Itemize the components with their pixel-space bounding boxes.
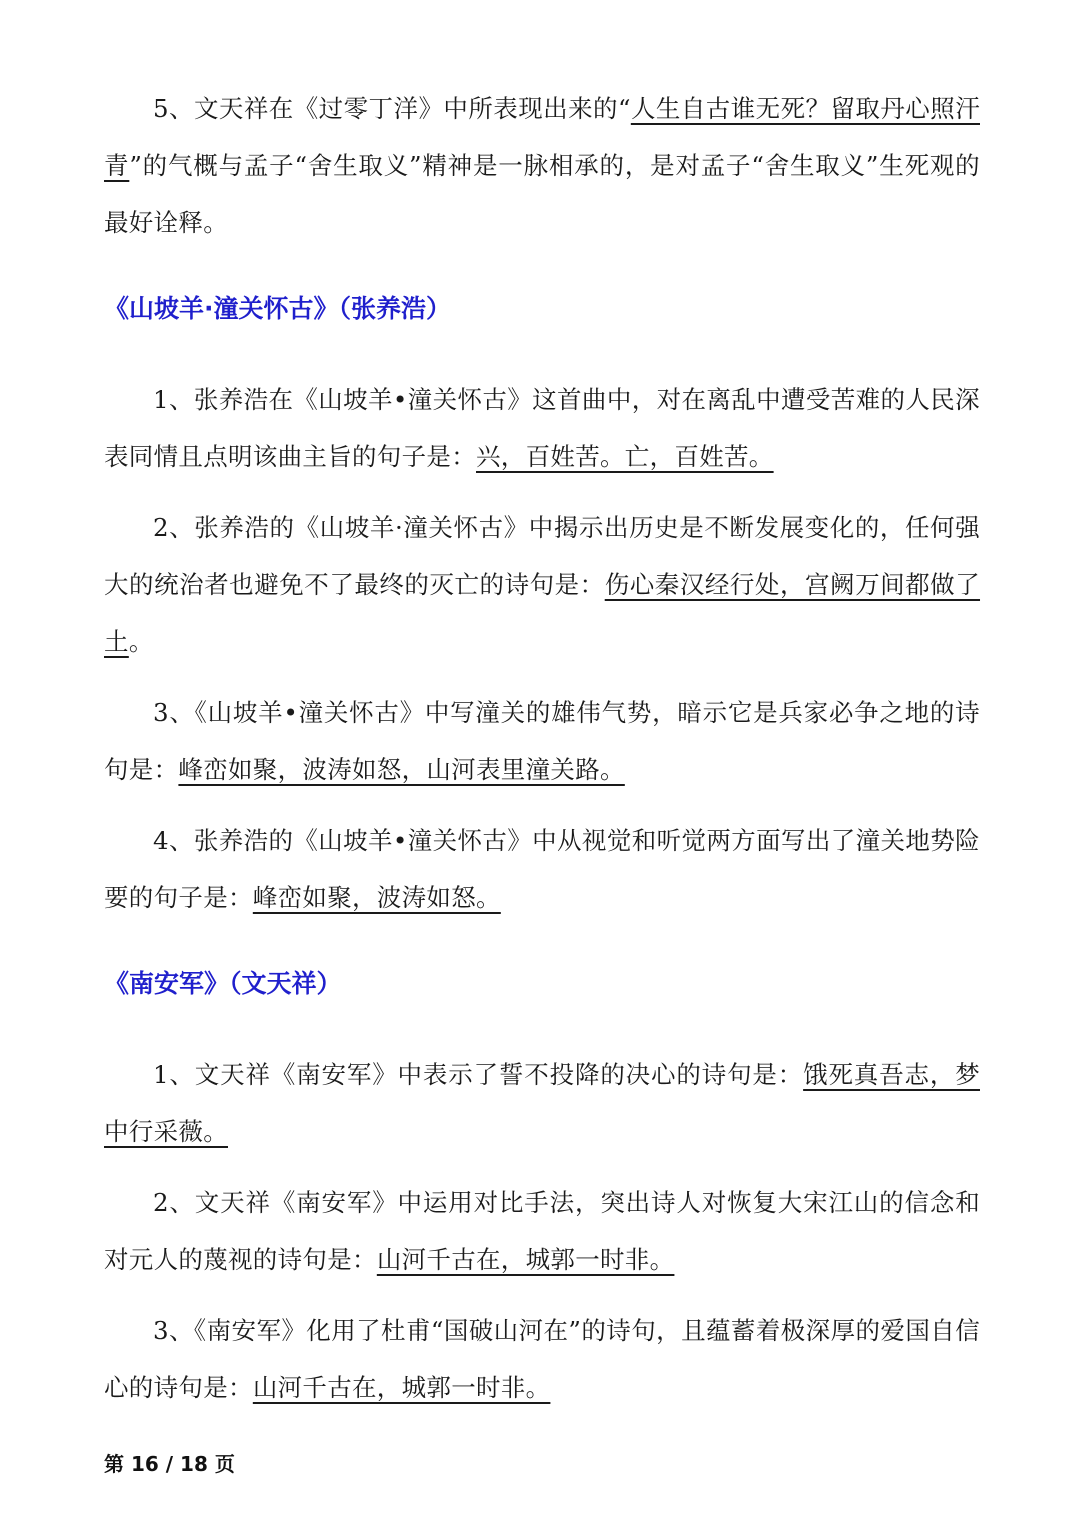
paragraph-shanpoyang-2	[104, 499, 980, 670]
paragraph-shanpoyang-3	[104, 684, 980, 798]
paragraph-shanpoyang-1	[104, 371, 980, 485]
question-text: 2、文天祥《南安军》中运用对比手法，突出诗人对恢复大宋江山的信念和对元人的蔑视的诗句是：	[104, 1188, 980, 1274]
answer-text: 山河千古在，城郭一时非。	[376, 1245, 675, 1274]
paragraph-nananjun-2	[104, 1174, 980, 1288]
section-heading-shanpoyang: 《山坡羊·潼关怀古》（张养浩）	[104, 294, 451, 323]
answer-text: 山河千古在，城郭一时非。	[252, 1373, 551, 1402]
document-body	[104, 80, 980, 1430]
answer-text: 峰峦如聚，波涛如怒。	[252, 883, 501, 912]
answer-text: 峰峦如聚，波涛如怒，山河表里潼关路。	[178, 755, 625, 784]
paragraph-nananjun-1	[104, 1046, 980, 1160]
question-text: 1、文天祥《南安军》中表示了誓不投降的决心的诗句是：	[153, 1060, 804, 1089]
question-text-end: 。	[128, 627, 154, 656]
answer-text: 饿死真吾志，梦中行采薇。	[104, 1060, 980, 1146]
question-text: 4、张养浩的《山坡羊•潼关怀古》中从视觉和听觉两方面写出了潼关地势险要的句子是：	[104, 826, 980, 912]
question-text: 5、文天祥在《过零丁洋》中所表现出来的“	[153, 94, 631, 123]
answer-text: 人生自古谁无死？留取丹心照汗青	[104, 94, 980, 180]
question-text: 3、《南安军》化用了杜甫“国破山河在”的诗句，且蕴蓄着极深厚的爱国自信心的诗句是：	[104, 1316, 980, 1402]
answer-text: 兴，百姓苦。亡，百姓苦。	[476, 442, 774, 471]
question-text-end: ”的气概与孟子“舍生取义”精神是一脉相承的，是对孟子“舍生取义”生死观的最好诠释。	[104, 151, 980, 237]
section-heading-nananjun: 《南安军》（文天祥）	[104, 969, 342, 998]
page-number: 第 16 / 18 页	[104, 1452, 235, 1476]
answer-text: 伤心秦汉经行处，宫阙万间都做了土	[104, 570, 981, 656]
question-text: 3、《山坡羊•潼关怀古》中写潼关的雄伟气势，暗示它是兵家必争之地的诗句是：	[104, 698, 980, 784]
question-text: 1、张养浩在《山坡羊•潼关怀古》这首曲中，对在离乱中遭受苦难的人民深表同情且点明该曲主旨的句子是：	[104, 385, 980, 471]
paragraph-shanpoyang-4	[104, 812, 980, 926]
paragraph-guolingdingyang-5	[104, 80, 980, 251]
paragraph-nananjun-3	[104, 1302, 980, 1416]
question-text: 2、张养浩的《山坡羊·潼关怀古》中揭示出历史是不断发展变化的，任何强大的统治者也避免不了最终的灭亡的诗句是：	[104, 513, 980, 599]
